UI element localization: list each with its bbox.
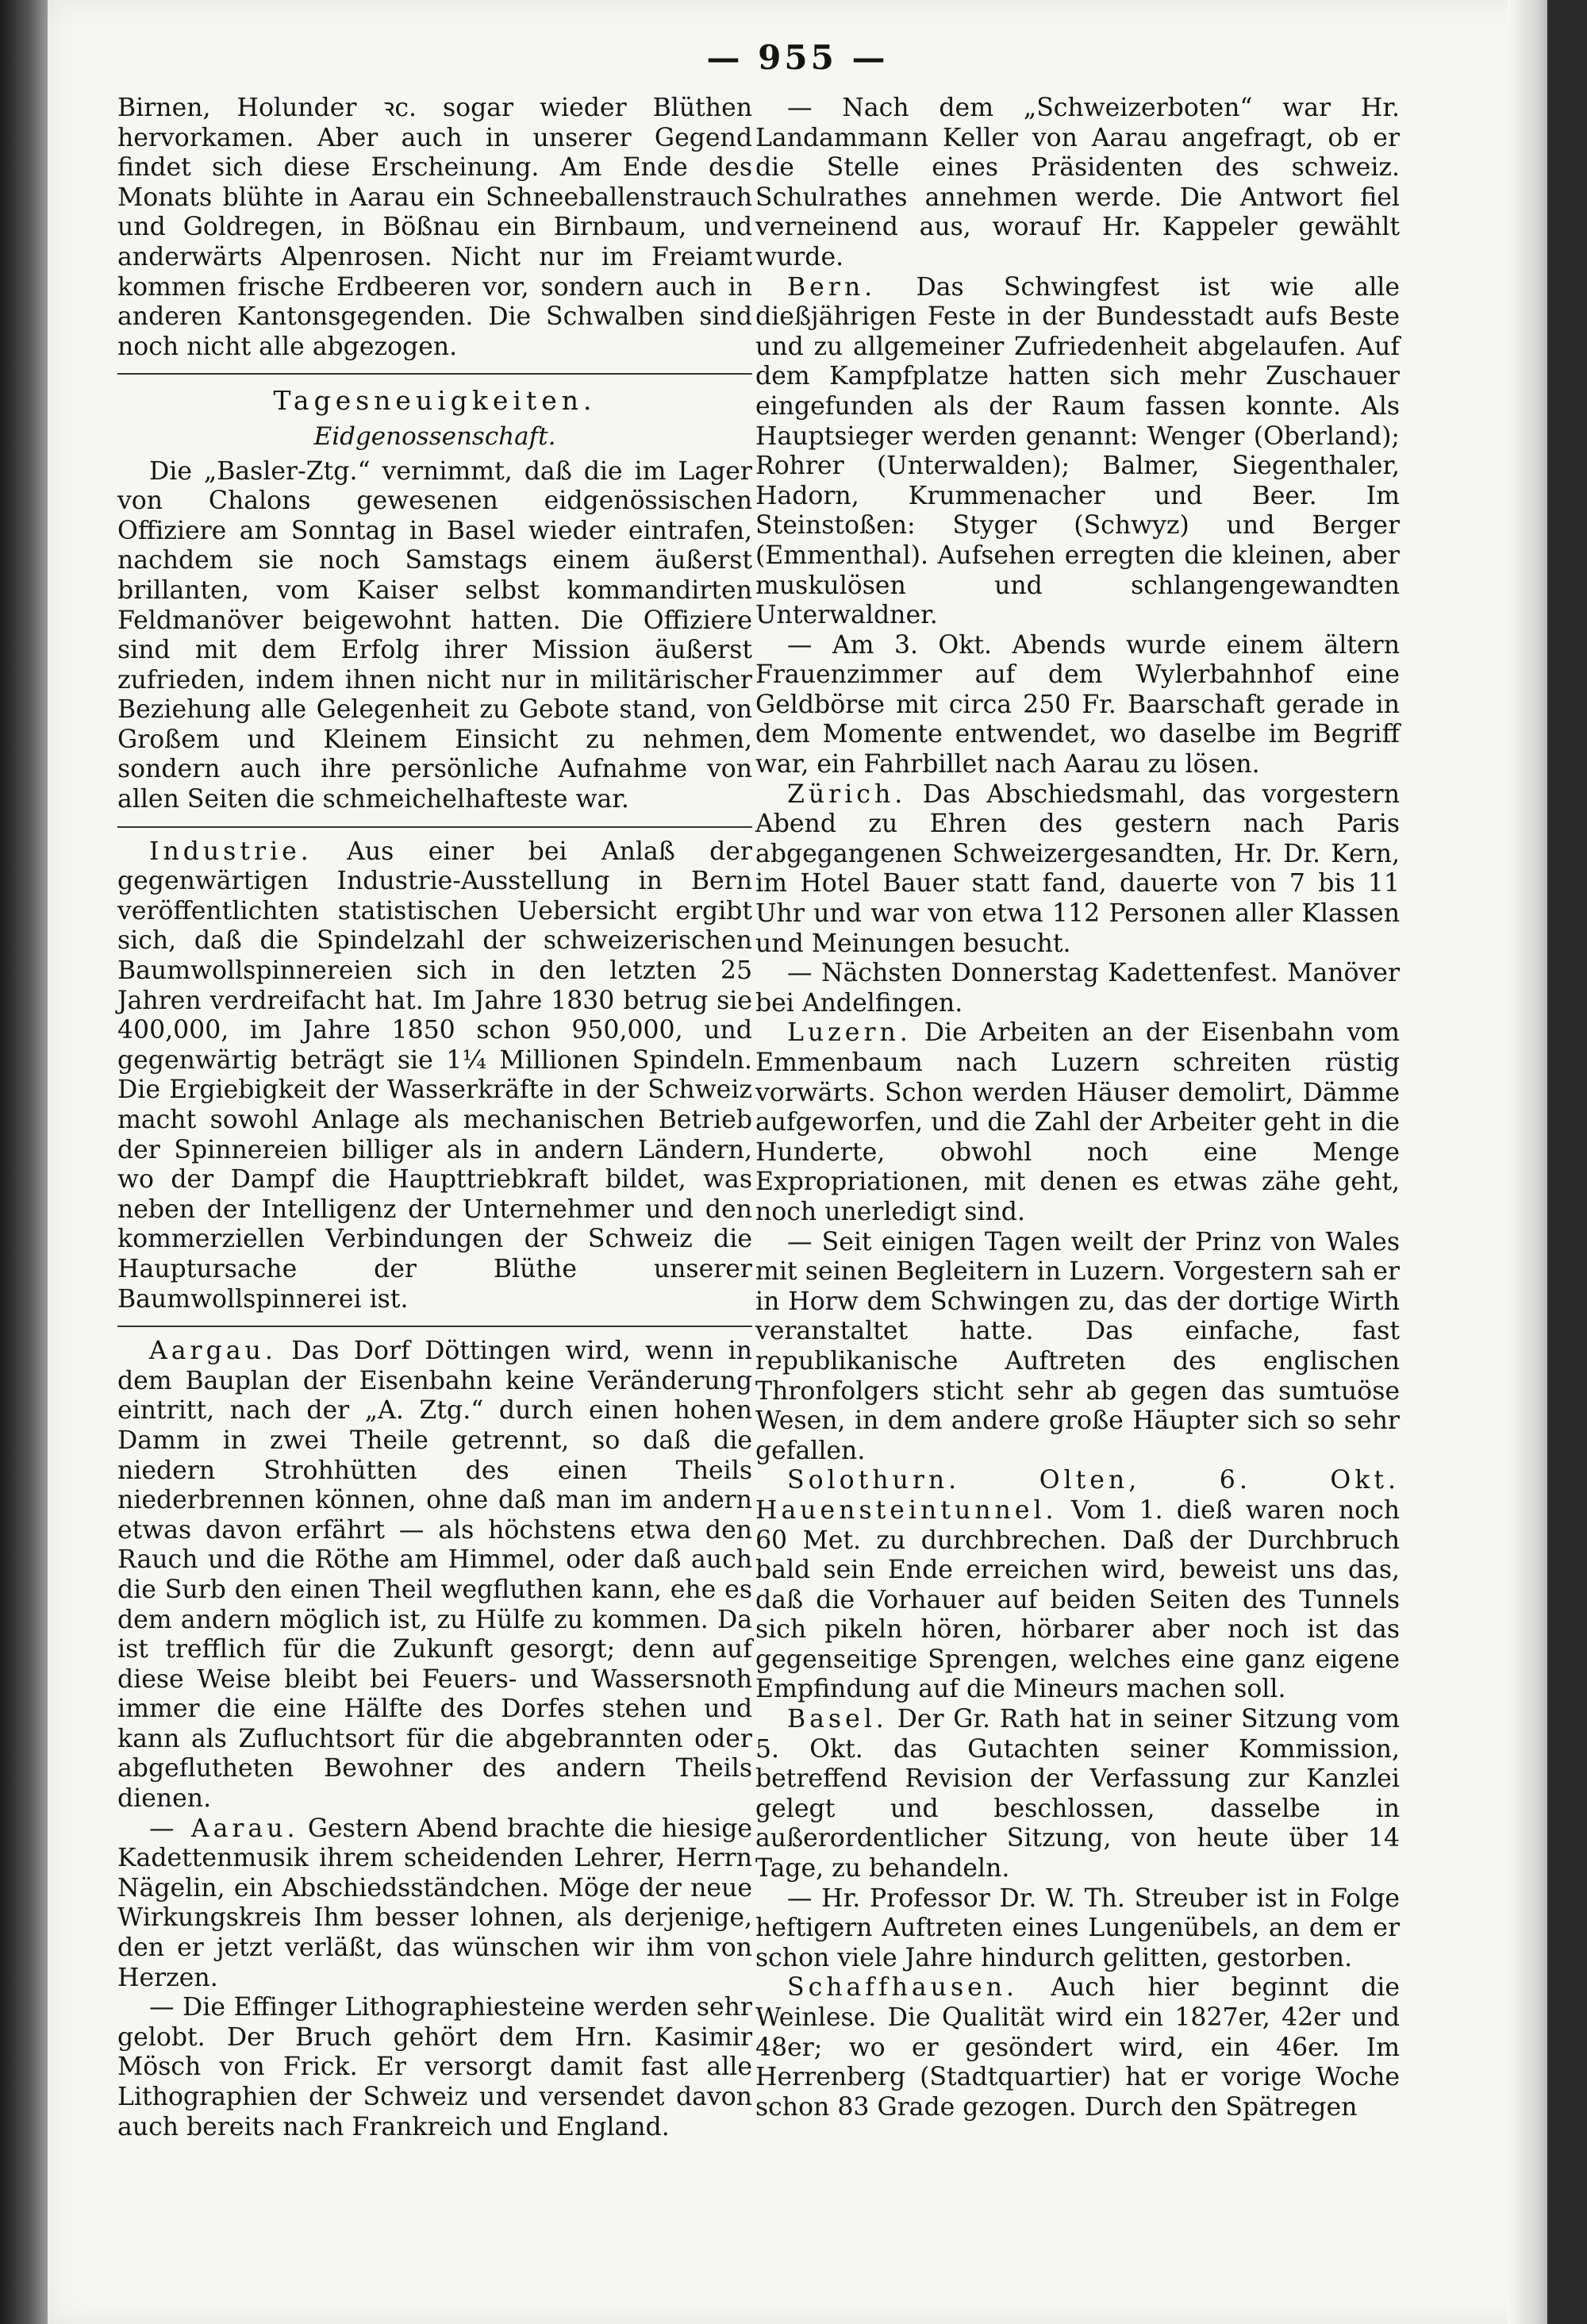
article-text: Aus einer bei Anlaß der gegenwärtigen Industrie-Ausstellung in Bern veröffentlichten statistischen Uebersicht ergibt sich, daß die Spindelzahl der schweizerischen Baumwollspinnereien sich in den letzten 25 Jahren verdreifacht hat. Im Jahre 1830 betrug sie 400,000, im Jahre 1850 schon 950,000, und gegenwärtig beträgt sie 1¼ Millionen Spindeln. Die Ergiebigkeit der Wasserkräfte in der Schweiz macht sowohl Anlage als mechanischen Betrieb der Spinnereien billiger als in andern Ländern, wo der Dampf die Haupttriebkraft bildet, was neben der Intelligenz der Unternehmer und den kommerziellen Verbindungen der Schweiz die Hauptursache der Blüthe unserer Baumwollspinnerei ist. (117, 837, 752, 1314)
divider (117, 1326, 752, 1327)
article-text: Vom 1. dieß waren noch 60 Met. zu durchbrechen. Daß der Durchbruch bald sein Ende erreichen wird, beweist uns das, daß die Vorhauer auf beiden Seiten des Tunnels sich pikeln hören, hörbarer aber noch ist das gegenseitige Sprengen, welches eine ganz eigene Empfindung auf die Mineurs machen soll. (755, 1495, 1401, 1704)
article-text: Das Schwingfest ist wie alle dießjährigen Feste in der Bundesstadt aufs Beste und zu allgemeiner Zufriedenheit abgelaufen. Auf dem Kampfplatze hatten sich mehr Zuschauer eingefunden als der Raum fassen konnte. Als Hauptsieger werden genannt: Wenger (Oberland); Rohrer (Unterwalden); Balmer, Siegenthaler, Hadorn, Krummenacher und Beer. Im Steinstoßen: Styger (Schwyz) und Berger (Emmenthal). Aufsehen erregten die kleinen, aber muskulösen und schlangengewandten Unterwaldner. (755, 272, 1400, 630)
left-column (117, 94, 752, 2142)
binding-shadow (0, 0, 48, 2324)
article-text: Das Abschiedsmahl, das vorgestern Abend zu Ehren des gestern nach Paris abgegangenen Schweizergesandten, Hr. Dr. Kern, im Hotel Bauer statt fand, dauerte von 7 bis 11 Uhr und war von etwa 112 Personen aller Klassen und Meinungen besucht. (755, 779, 1400, 958)
right-column (755, 94, 1400, 2122)
article-text: Gestern Abend brachte die hiesige Kadettenmusik ihrem scheidenden Lehrer, Herrn Nägelin, ein Abschiedsständchen. Möge der neue Wirkungskreis Ihm besser lohnen, als derjenige, den er jetzt verläßt, das wünschen wir ihm von Herzen. (117, 1814, 752, 1992)
article-text: Die Arbeiten an der Eisenbahn vom Emmenbaum nach Luzern schreiten rüstig vorwärts. Schon werden Häuser demolirt, Dämme aufgeworfen, und die Zahl der Arbeiter geht in die Hunderte, obwohl noch eine Menge Expropriationen, mit denen es etwas zähe geht, noch unerledigt sind. (755, 1018, 1400, 1226)
article-lead: Aargau. (149, 1337, 277, 1366)
article-paragraph (755, 1018, 1400, 1227)
article-lead: Industrie. (149, 837, 313, 866)
article-text: Der Gr. Rath hat in seiner Sitzung vom 5. Okt. das Gutachten seiner Kommission, betreffend Revision der Verfassung zur Kanzlei gelegt und beschlossen, dasselbe in außerordentlicher Sitzung, von heute über 14 Tage, zu behandeln. (755, 1705, 1401, 1883)
section-title: Tagesneuigkeiten. (273, 385, 597, 417)
divider (117, 373, 752, 375)
intro-paragraph: Birnen, Holunder ꝛc. sogar wieder Blüthen hervorkamen. Aber auch in unserer Gegend findet sich diese Erscheinung. Am Ende des Monats blühte in Aarau ein Schneeballenstrauch und Goldregen, in Bößnau ein Birnbaum, und anderwärts Alpenrosen. Nicht nur im Freiamt kommen frische Erdbeeren vor, sondern auch in anderen Kantonsgegenden. Die Schwalben sind noch nicht alle abgezogen. (117, 94, 752, 361)
article-lead: Solothurn. Olten, 6. Okt. Hauensteintunnel. (755, 1466, 1400, 1525)
divider (117, 826, 752, 828)
article-lead: Zürich. (787, 779, 907, 809)
subsection-title: Eidgenossenschaft. (313, 421, 556, 451)
article-paragraph (755, 1973, 1400, 2122)
article-lead: Basel. (787, 1705, 888, 1734)
article-lead: Schaffhausen. (787, 1973, 1019, 2003)
article-paragraph: Die „Basler-Ztg.“ vernimmt, daß die im Lager von Chalons gewesenen eidgenössischen Offiziere am Sonntag in Basel wieder eintrafen, nachdem sie noch Samstags einem äußerst brillanten, vom Kaiser selbst kommandirten Feldmanöver beigewohnt hatten. Die Offiziere sind mit dem Erfolg ihrer Mission äußerst zufrieden, indem ihnen nicht nur in militärischer Beziehung alle Gelegenheit zu Gebote stand, von Großem und Kleinem Einsicht zu nehmen, sondern auch ihre persönliche Aufnahme von allen Seiten die schmeichelhafteste war. (117, 456, 752, 814)
article-paragraph (117, 1814, 752, 1994)
article-lead: — Aarau. (149, 1814, 299, 1843)
article-paragraph (755, 780, 1400, 960)
article-paragraph: — Nächsten Donnerstag Kadettenfest. Manöver bei Andelfingen. (755, 959, 1400, 1018)
article-paragraph (755, 1705, 1400, 1884)
article-text: Auch hier beginnt die Weinlese. Die Qualität wird ein 1827er, 42er und 48er; wo er gesöndert wird, ein 46er. Im Herrenberg (Stadtquartier) hat er vorige Woche schon 83 Grade gezogen. Durch den Spätregen (755, 1973, 1400, 2122)
article-paragraph: — Hr. Professor Dr. W. Th. Streuber ist in Folge heftigern Auftreten eines Lungenübels, an dem er schon viele Jahre hindurch gelitten, gestorben. (755, 1883, 1400, 1972)
article-paragraph (117, 837, 752, 1315)
article-paragraph: — Am 3. Okt. Abends wurde einem ältern Frauenzimmer auf dem Wylerbahnhof eine Geldbörse mit circa 250 Fr. Baarschaft gerade in dem Momente entwendet, wo daselbe im Begriff war, ein Fahrbillet nach Aarau zu lösen. (755, 630, 1400, 779)
article-paragraph: — Seit einigen Tagen weilt der Prinz von Wales mit seinen Begleitern in Luzern. Vorgestern sah er in Horw dem Schwingen zu, das der dortige Wirth veranstaltet hatte. Das einfache, fast republikanische Auftreten des englischen Thronfolgers sticht sehr ab gegen das sumtuöse Wesen, in dem andere große Häupter sich so sehr gefallen. (755, 1227, 1400, 1465)
page-number: — 955 — (706, 38, 889, 77)
page-edge (1508, 0, 1547, 2324)
newspaper-page (48, 0, 1547, 2324)
article-paragraph (755, 273, 1400, 631)
article-paragraph: — Die Effinger Lithographiesteine werden sehr gelobt. Der Bruch gehört dem Hrn. Kasimir Mösch von Frick. Er versorgt damit fast alle Lithographien der Schweiz und versendet davon auch bereits nach Frankreich und England. (117, 1993, 752, 2141)
article-lead: Luzern. (787, 1018, 912, 1048)
article-lead: Bern. (787, 272, 877, 302)
article-paragraph (755, 1466, 1400, 1705)
article-text: Das Dorf Döttingen wird, wenn in dem Bauplan der Eisenbahn keine Veränderung eintritt, nach der „A. Ztg.“ durch einen hohen Damm in zwei Theile getrennt, so daß die niedern Strohhütten des einen Theils niederbrennen können, ohne daß man im andern etwas davon erfährt — als höchstens etwa den Rauch und die Röthe am Himmel, oder daß auch die Surb den einen Theil wegfluthen kann, ehe es dem andern möglich ist, zu Hülfe zu kommen. Da ist trefflich für die Zukunft gesorgt; denn auf diese Weise bleibt bei Feuers- und Wassersnoth immer die eine Hälfte des Dorfes stehen und kann als Zufluchtsort für die abgebrannten oder abgeflutheten Bewohner des andern Theils dienen. (117, 1337, 752, 1814)
article-paragraph: — Nach dem „Schweizerboten“ war Hr. Landammann Keller von Aarau angefragt, ob er die Stelle eines Präsidenten des schweiz. Schulrathes annehmen werde. Die Antwort fiel verneinend aus, worauf Hr. Kappeler gewählt wurde. (755, 94, 1400, 271)
article-paragraph (117, 1337, 752, 1814)
